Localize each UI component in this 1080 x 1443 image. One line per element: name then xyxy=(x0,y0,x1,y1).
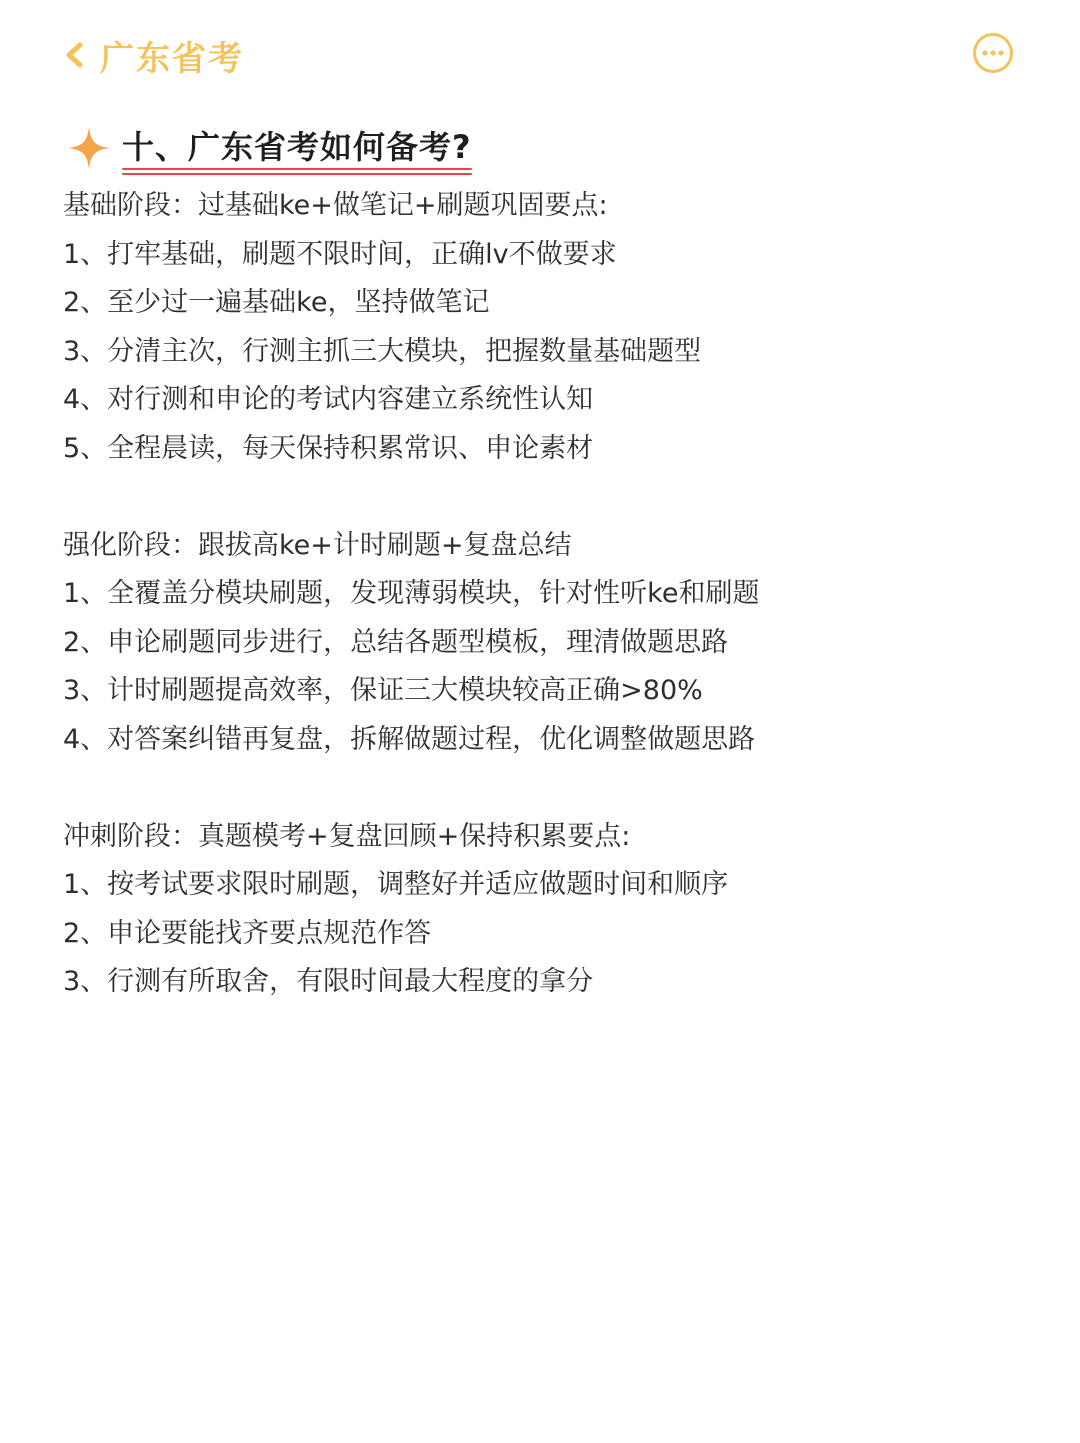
top-nav-bar xyxy=(0,0,1080,110)
back-button[interactable] xyxy=(60,30,244,80)
spacer xyxy=(63,473,1043,522)
heading-underline xyxy=(122,168,472,176)
heading-title: 十、广东省考如何备考? xyxy=(122,122,472,174)
list-item: 2、申论刷题同步进行，总结各题型模板，理清做题思路 xyxy=(63,626,729,658)
section-heading xyxy=(66,120,472,176)
list-item: 1、打牢基础，刷题不限时间，正确lv不做要求 xyxy=(63,238,617,270)
chevron-left-icon xyxy=(60,35,90,75)
list-item: 4、对行测和申论的考试内容建立系统性认知 xyxy=(63,384,594,415)
section-title-basic: 基础阶段：过基础ke+做笔记+刷题巩固要点: xyxy=(63,190,608,221)
list-item: 3、计时刷题提高效率，保证三大模块较高正确>80% xyxy=(63,675,703,706)
section-title-sprint: 冲刺阶段：真题模考+复盘回顾+保持积累要点: xyxy=(63,820,631,852)
list-item: 1、按考试要求限时刷题，调整好并适应做题时间和顺序 xyxy=(63,869,729,900)
list-item: 5、全程晨读，每天保持积累常识、申论素材 xyxy=(63,432,594,464)
list-item: 2、申论要能找齐要点规范作答 xyxy=(63,917,432,949)
sparkle-icon xyxy=(66,125,112,171)
spacer xyxy=(63,764,1043,813)
more-dots-icon xyxy=(972,32,1014,74)
list-item: 2、至少过一遍基础ke，坚持做笔记 xyxy=(63,287,490,318)
list-item: 1、全覆盖分模块刷题，发现薄弱模块，针对性听ke和刷题 xyxy=(63,578,760,609)
section-title-intensive: 强化阶段：跟拔高ke+计时刷题+复盘总结 xyxy=(63,529,572,561)
article-body xyxy=(63,182,1043,1007)
list-item: 3、分清主次，行测主抓三大模块，把握数量基础题型 xyxy=(63,335,702,367)
more-button[interactable] xyxy=(972,32,1014,74)
list-item: 4、对答案纠错再复盘，拆解做题过程，优化调整做题思路 xyxy=(63,723,756,755)
list-item: 3、行测有所取舍，有限时间最大程度的拿分 xyxy=(63,966,594,997)
nav-title: 广东省考 xyxy=(100,38,244,79)
